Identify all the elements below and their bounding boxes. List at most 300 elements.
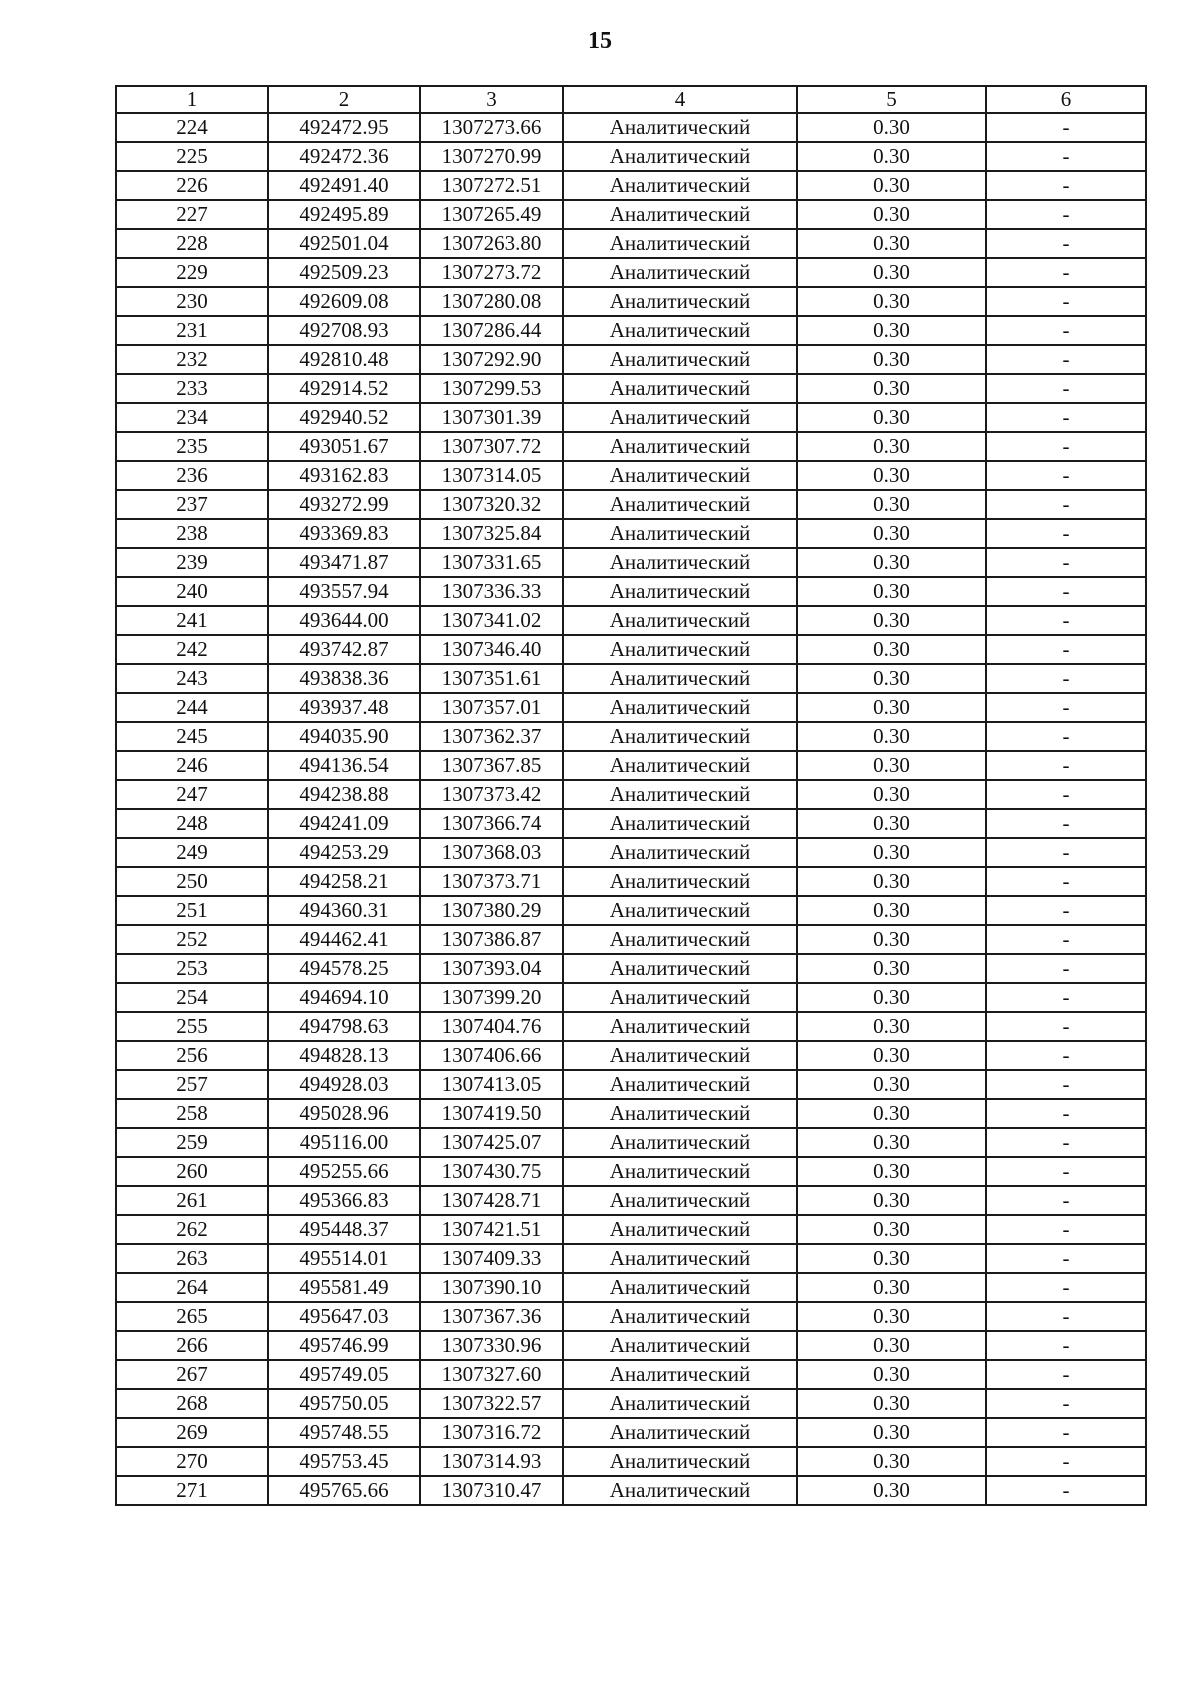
table-cell-col-2: 492810.48 bbox=[268, 345, 420, 374]
table-cell-col-5: 0.30 bbox=[797, 925, 986, 954]
table-row bbox=[116, 867, 1146, 896]
table-cell-col-4: Аналитический bbox=[563, 577, 797, 606]
table-cell-col-6: - bbox=[986, 345, 1146, 374]
table-cell-col-3: 1307320.32 bbox=[420, 490, 563, 519]
table-cell-col-2: 492609.08 bbox=[268, 287, 420, 316]
table-cell-col-3: 1307430.75 bbox=[420, 1157, 563, 1186]
table-row bbox=[116, 1157, 1146, 1186]
table-cell-col-2: 494241.09 bbox=[268, 809, 420, 838]
table-cell-col-2: 494035.90 bbox=[268, 722, 420, 751]
table-cell-col-2: 494798.63 bbox=[268, 1012, 420, 1041]
table-cell-col-3: 1307366.74 bbox=[420, 809, 563, 838]
table-cell-col-5: 0.30 bbox=[797, 722, 986, 751]
table-cell-col-6: - bbox=[986, 780, 1146, 809]
table-cell-col-4: Аналитический bbox=[563, 722, 797, 751]
table-cell-col-1: 239 bbox=[116, 548, 268, 577]
table-cell-col-2: 494253.29 bbox=[268, 838, 420, 867]
table-cell-col-1: 249 bbox=[116, 838, 268, 867]
table-cell-col-4: Аналитический bbox=[563, 1215, 797, 1244]
table-cell-col-2: 495448.37 bbox=[268, 1215, 420, 1244]
table-cell-col-5: 0.30 bbox=[797, 287, 986, 316]
table-cell-col-6: - bbox=[986, 548, 1146, 577]
table-cell-col-3: 1307292.90 bbox=[420, 345, 563, 374]
table-cell-col-5: 0.30 bbox=[797, 113, 986, 142]
table-cell-col-5: 0.30 bbox=[797, 200, 986, 229]
table-cell-col-4: Аналитический bbox=[563, 809, 797, 838]
table-cell-col-2: 493937.48 bbox=[268, 693, 420, 722]
table-cell-col-4: Аналитический bbox=[563, 345, 797, 374]
table-cell-col-6: - bbox=[986, 1447, 1146, 1476]
table-cell-col-6: - bbox=[986, 1128, 1146, 1157]
table-cell-col-4: Аналитический bbox=[563, 519, 797, 548]
table-cell-col-5: 0.30 bbox=[797, 1331, 986, 1360]
table-row bbox=[116, 142, 1146, 171]
table-cell-col-1: 233 bbox=[116, 374, 268, 403]
table-cell-col-6: - bbox=[986, 287, 1146, 316]
table-cell-col-6: - bbox=[986, 432, 1146, 461]
table-cell-col-4: Аналитический bbox=[563, 142, 797, 171]
table-cell-col-3: 1307367.85 bbox=[420, 751, 563, 780]
table-cell-col-2: 494694.10 bbox=[268, 983, 420, 1012]
table-cell-col-4: Аналитический bbox=[563, 751, 797, 780]
table-cell-col-6: - bbox=[986, 722, 1146, 751]
table-cell-col-2: 493162.83 bbox=[268, 461, 420, 490]
table-cell-col-3: 1307386.87 bbox=[420, 925, 563, 954]
column-header-5: 5 bbox=[797, 86, 986, 113]
table-cell-col-1: 268 bbox=[116, 1389, 268, 1418]
table-cell-col-1: 247 bbox=[116, 780, 268, 809]
table-cell-col-5: 0.30 bbox=[797, 548, 986, 577]
table-cell-col-1: 241 bbox=[116, 606, 268, 635]
table-row bbox=[116, 490, 1146, 519]
table-cell-col-3: 1307393.04 bbox=[420, 954, 563, 983]
table-cell-col-2: 494828.13 bbox=[268, 1041, 420, 1070]
coordinates-table bbox=[115, 85, 1147, 1506]
table-cell-col-1: 240 bbox=[116, 577, 268, 606]
table-cell-col-1: 227 bbox=[116, 200, 268, 229]
table-cell-col-2: 494928.03 bbox=[268, 1070, 420, 1099]
table-cell-col-2: 494238.88 bbox=[268, 780, 420, 809]
table-cell-col-2: 495116.00 bbox=[268, 1128, 420, 1157]
table-cell-col-1: 266 bbox=[116, 1331, 268, 1360]
table-cell-col-6: - bbox=[986, 316, 1146, 345]
table-row bbox=[116, 1273, 1146, 1302]
table-row bbox=[116, 838, 1146, 867]
table-cell-col-3: 1307419.50 bbox=[420, 1099, 563, 1128]
table-cell-col-1: 226 bbox=[116, 171, 268, 200]
table-cell-col-5: 0.30 bbox=[797, 461, 986, 490]
table-cell-col-4: Аналитический bbox=[563, 229, 797, 258]
table-cell-col-6: - bbox=[986, 1273, 1146, 1302]
table-cell-col-6: - bbox=[986, 1157, 1146, 1186]
table-cell-col-6: - bbox=[986, 113, 1146, 142]
table-cell-col-5: 0.30 bbox=[797, 374, 986, 403]
table-cell-col-6: - bbox=[986, 142, 1146, 171]
table-row bbox=[116, 693, 1146, 722]
table-cell-col-5: 0.30 bbox=[797, 896, 986, 925]
table-cell-col-3: 1307428.71 bbox=[420, 1186, 563, 1215]
table-row bbox=[116, 606, 1146, 635]
table-cell-col-3: 1307336.33 bbox=[420, 577, 563, 606]
table-cell-col-4: Аналитический bbox=[563, 1041, 797, 1070]
table-cell-col-5: 0.30 bbox=[797, 1418, 986, 1447]
table-row bbox=[116, 1476, 1146, 1505]
table-cell-col-2: 492491.40 bbox=[268, 171, 420, 200]
table-cell-col-4: Аналитический bbox=[563, 461, 797, 490]
table-cell-col-2: 493272.99 bbox=[268, 490, 420, 519]
table-cell-col-3: 1307265.49 bbox=[420, 200, 563, 229]
table-cell-col-4: Аналитический bbox=[563, 171, 797, 200]
table-row bbox=[116, 925, 1146, 954]
table-cell-col-5: 0.30 bbox=[797, 1273, 986, 1302]
table-cell-col-1: 244 bbox=[116, 693, 268, 722]
table-cell-col-2: 495514.01 bbox=[268, 1244, 420, 1273]
table-row bbox=[116, 1186, 1146, 1215]
table-cell-col-4: Аналитический bbox=[563, 896, 797, 925]
table-cell-col-4: Аналитический bbox=[563, 983, 797, 1012]
table-row bbox=[116, 1447, 1146, 1476]
table-cell-col-2: 493369.83 bbox=[268, 519, 420, 548]
table-cell-col-5: 0.30 bbox=[797, 1157, 986, 1186]
table-row bbox=[116, 519, 1146, 548]
table-cell-col-6: - bbox=[986, 1360, 1146, 1389]
table-cell-col-5: 0.30 bbox=[797, 780, 986, 809]
table-row bbox=[116, 200, 1146, 229]
table-row bbox=[116, 809, 1146, 838]
table-cell-col-1: 228 bbox=[116, 229, 268, 258]
table-cell-col-4: Аналитический bbox=[563, 1302, 797, 1331]
table-cell-col-2: 493557.94 bbox=[268, 577, 420, 606]
table-cell-col-4: Аналитический bbox=[563, 1418, 797, 1447]
table-cell-col-1: 258 bbox=[116, 1099, 268, 1128]
table-cell-col-3: 1307310.47 bbox=[420, 1476, 563, 1505]
table-cell-col-6: - bbox=[986, 925, 1146, 954]
table-cell-col-3: 1307373.42 bbox=[420, 780, 563, 809]
table-cell-col-1: 271 bbox=[116, 1476, 268, 1505]
table-cell-col-6: - bbox=[986, 635, 1146, 664]
table-cell-col-4: Аналитический bbox=[563, 490, 797, 519]
table-cell-col-1: 245 bbox=[116, 722, 268, 751]
table-cell-col-5: 0.30 bbox=[797, 1041, 986, 1070]
table-cell-col-1: 265 bbox=[116, 1302, 268, 1331]
table-cell-col-1: 263 bbox=[116, 1244, 268, 1273]
table-cell-col-5: 0.30 bbox=[797, 693, 986, 722]
table-cell-col-6: - bbox=[986, 954, 1146, 983]
table-cell-col-5: 0.30 bbox=[797, 316, 986, 345]
table-cell-col-6: - bbox=[986, 461, 1146, 490]
table-cell-col-6: - bbox=[986, 1418, 1146, 1447]
table-row bbox=[116, 1360, 1146, 1389]
table-cell-col-6: - bbox=[986, 1389, 1146, 1418]
table-cell-col-4: Аналитический bbox=[563, 925, 797, 954]
table-cell-col-1: 257 bbox=[116, 1070, 268, 1099]
table-cell-col-1: 254 bbox=[116, 983, 268, 1012]
table-cell-col-6: - bbox=[986, 490, 1146, 519]
table-cell-col-1: 231 bbox=[116, 316, 268, 345]
table-cell-col-6: - bbox=[986, 896, 1146, 925]
table-cell-col-6: - bbox=[986, 664, 1146, 693]
table-cell-col-1: 261 bbox=[116, 1186, 268, 1215]
table-row bbox=[116, 1418, 1146, 1447]
table-cell-col-3: 1307327.60 bbox=[420, 1360, 563, 1389]
table-cell-col-1: 243 bbox=[116, 664, 268, 693]
table-cell-col-1: 256 bbox=[116, 1041, 268, 1070]
table-cell-col-2: 492501.04 bbox=[268, 229, 420, 258]
table-cell-col-6: - bbox=[986, 751, 1146, 780]
table-cell-col-1: 238 bbox=[116, 519, 268, 548]
table-row bbox=[116, 229, 1146, 258]
table-cell-col-1: 269 bbox=[116, 1418, 268, 1447]
table-cell-col-2: 492914.52 bbox=[268, 374, 420, 403]
table-cell-col-3: 1307316.72 bbox=[420, 1418, 563, 1447]
table-cell-col-2: 494578.25 bbox=[268, 954, 420, 983]
table-cell-col-2: 494462.41 bbox=[268, 925, 420, 954]
column-header-1: 1 bbox=[116, 86, 268, 113]
table-cell-col-6: - bbox=[986, 809, 1146, 838]
table-cell-col-2: 493742.87 bbox=[268, 635, 420, 664]
table-cell-col-1: 232 bbox=[116, 345, 268, 374]
table-cell-col-3: 1307406.66 bbox=[420, 1041, 563, 1070]
table-row bbox=[116, 374, 1146, 403]
table-cell-col-6: - bbox=[986, 983, 1146, 1012]
table-cell-col-5: 0.30 bbox=[797, 229, 986, 258]
table-cell-col-2: 493644.00 bbox=[268, 606, 420, 635]
column-header-3: 3 bbox=[420, 86, 563, 113]
page-number: 15 bbox=[588, 28, 612, 54]
table-cell-col-1: 267 bbox=[116, 1360, 268, 1389]
table-cell-col-5: 0.30 bbox=[797, 838, 986, 867]
table-cell-col-1: 236 bbox=[116, 461, 268, 490]
table-cell-col-4: Аналитический bbox=[563, 606, 797, 635]
table-cell-col-1: 234 bbox=[116, 403, 268, 432]
table-cell-col-6: - bbox=[986, 374, 1146, 403]
table-cell-col-5: 0.30 bbox=[797, 1447, 986, 1476]
table-cell-col-5: 0.30 bbox=[797, 403, 986, 432]
table-cell-col-3: 1307286.44 bbox=[420, 316, 563, 345]
table-cell-col-4: Аналитический bbox=[563, 693, 797, 722]
table-cell-col-5: 0.30 bbox=[797, 1476, 986, 1505]
table-cell-col-6: - bbox=[986, 171, 1146, 200]
column-header-6: 6 bbox=[986, 86, 1146, 113]
table-cell-col-1: 264 bbox=[116, 1273, 268, 1302]
table-cell-col-4: Аналитический bbox=[563, 113, 797, 142]
table-cell-col-5: 0.30 bbox=[797, 954, 986, 983]
table-cell-col-3: 1307413.05 bbox=[420, 1070, 563, 1099]
table-cell-col-3: 1307368.03 bbox=[420, 838, 563, 867]
table-row bbox=[116, 954, 1146, 983]
header-row bbox=[116, 86, 1146, 113]
table-cell-col-3: 1307330.96 bbox=[420, 1331, 563, 1360]
table-cell-col-5: 0.30 bbox=[797, 577, 986, 606]
table-cell-col-2: 495028.96 bbox=[268, 1099, 420, 1128]
table-cell-col-3: 1307421.51 bbox=[420, 1215, 563, 1244]
table-cell-col-4: Аналитический bbox=[563, 1128, 797, 1157]
table-cell-col-1: 250 bbox=[116, 867, 268, 896]
table-row bbox=[116, 1244, 1146, 1273]
table-cell-col-6: - bbox=[986, 838, 1146, 867]
table-cell-col-2: 495581.49 bbox=[268, 1273, 420, 1302]
table-cell-col-5: 0.30 bbox=[797, 519, 986, 548]
table-cell-col-2: 495255.66 bbox=[268, 1157, 420, 1186]
table-cell-col-3: 1307425.07 bbox=[420, 1128, 563, 1157]
table-cell-col-1: 230 bbox=[116, 287, 268, 316]
table-cell-col-4: Аналитический bbox=[563, 780, 797, 809]
table-cell-col-3: 1307404.76 bbox=[420, 1012, 563, 1041]
table-cell-col-5: 0.30 bbox=[797, 1070, 986, 1099]
table-cell-col-3: 1307362.37 bbox=[420, 722, 563, 751]
table-cell-col-6: - bbox=[986, 258, 1146, 287]
table-cell-col-1: 259 bbox=[116, 1128, 268, 1157]
table-cell-col-4: Аналитический bbox=[563, 1012, 797, 1041]
table-row bbox=[116, 577, 1146, 606]
table-row bbox=[116, 316, 1146, 345]
table-cell-col-4: Аналитический bbox=[563, 200, 797, 229]
table-row bbox=[116, 635, 1146, 664]
table-cell-col-5: 0.30 bbox=[797, 809, 986, 838]
table-cell-col-1: 225 bbox=[116, 142, 268, 171]
table-cell-col-2: 494136.54 bbox=[268, 751, 420, 780]
table-cell-col-2: 495750.05 bbox=[268, 1389, 420, 1418]
table-cell-col-6: - bbox=[986, 519, 1146, 548]
table-cell-col-6: - bbox=[986, 577, 1146, 606]
table-cell-col-4: Аналитический bbox=[563, 635, 797, 664]
table-cell-col-1: 270 bbox=[116, 1447, 268, 1476]
table-cell-col-2: 495748.55 bbox=[268, 1418, 420, 1447]
table-cell-col-2: 493051.67 bbox=[268, 432, 420, 461]
table-cell-col-4: Аналитический bbox=[563, 287, 797, 316]
table-header bbox=[116, 86, 1146, 113]
table-cell-col-4: Аналитический bbox=[563, 664, 797, 693]
table-cell-col-2: 492472.36 bbox=[268, 142, 420, 171]
table-cell-col-3: 1307273.72 bbox=[420, 258, 563, 287]
table-cell-col-5: 0.30 bbox=[797, 490, 986, 519]
table-cell-col-2: 493471.87 bbox=[268, 548, 420, 577]
table-cell-col-6: - bbox=[986, 1244, 1146, 1273]
table-cell-col-4: Аналитический bbox=[563, 867, 797, 896]
table-cell-col-2: 492509.23 bbox=[268, 258, 420, 287]
table-cell-col-1: 237 bbox=[116, 490, 268, 519]
table-cell-col-3: 1307409.33 bbox=[420, 1244, 563, 1273]
table-cell-col-4: Аналитический bbox=[563, 954, 797, 983]
table-cell-col-3: 1307380.29 bbox=[420, 896, 563, 925]
table-cell-col-2: 492472.95 bbox=[268, 113, 420, 142]
table-row bbox=[116, 1099, 1146, 1128]
table-cell-col-3: 1307357.01 bbox=[420, 693, 563, 722]
table-cell-col-1: 253 bbox=[116, 954, 268, 983]
table-row bbox=[116, 171, 1146, 200]
table-cell-col-2: 495753.45 bbox=[268, 1447, 420, 1476]
table-cell-col-2: 494258.21 bbox=[268, 867, 420, 896]
table-row bbox=[116, 1012, 1146, 1041]
table-cell-col-6: - bbox=[986, 867, 1146, 896]
table-cell-col-2: 492940.52 bbox=[268, 403, 420, 432]
table-row bbox=[116, 722, 1146, 751]
table-cell-col-4: Аналитический bbox=[563, 548, 797, 577]
table-row bbox=[116, 1302, 1146, 1331]
table-cell-col-1: 260 bbox=[116, 1157, 268, 1186]
table-cell-col-5: 0.30 bbox=[797, 432, 986, 461]
table-cell-col-4: Аналитический bbox=[563, 1186, 797, 1215]
table-cell-col-3: 1307373.71 bbox=[420, 867, 563, 896]
table-cell-col-4: Аналитический bbox=[563, 1331, 797, 1360]
table-cell-col-5: 0.30 bbox=[797, 1389, 986, 1418]
table-cell-col-2: 495366.83 bbox=[268, 1186, 420, 1215]
table-cell-col-3: 1307263.80 bbox=[420, 229, 563, 258]
table-cell-col-4: Аналитический bbox=[563, 1389, 797, 1418]
table-cell-col-4: Аналитический bbox=[563, 1476, 797, 1505]
table-row bbox=[116, 345, 1146, 374]
table-row bbox=[116, 113, 1146, 142]
table-row bbox=[116, 432, 1146, 461]
table-cell-col-4: Аналитический bbox=[563, 1447, 797, 1476]
table-cell-col-3: 1307314.05 bbox=[420, 461, 563, 490]
table-cell-col-1: 255 bbox=[116, 1012, 268, 1041]
table-cell-col-5: 0.30 bbox=[797, 635, 986, 664]
table-cell-col-5: 0.30 bbox=[797, 1215, 986, 1244]
table-cell-col-2: 493838.36 bbox=[268, 664, 420, 693]
table-cell-col-6: - bbox=[986, 1331, 1146, 1360]
table-cell-col-3: 1307273.66 bbox=[420, 113, 563, 142]
table-cell-col-5: 0.30 bbox=[797, 1302, 986, 1331]
table-row bbox=[116, 548, 1146, 577]
table-row bbox=[116, 1070, 1146, 1099]
table-cell-col-5: 0.30 bbox=[797, 1099, 986, 1128]
table-cell-col-6: - bbox=[986, 1041, 1146, 1070]
table-cell-col-5: 0.30 bbox=[797, 606, 986, 635]
table-row bbox=[116, 461, 1146, 490]
table-cell-col-5: 0.30 bbox=[797, 867, 986, 896]
table-cell-col-3: 1307399.20 bbox=[420, 983, 563, 1012]
table-cell-col-4: Аналитический bbox=[563, 838, 797, 867]
table-cell-col-6: - bbox=[986, 403, 1146, 432]
table-cell-col-6: - bbox=[986, 1012, 1146, 1041]
table-cell-col-2: 495765.66 bbox=[268, 1476, 420, 1505]
table-cell-col-4: Аналитический bbox=[563, 1244, 797, 1273]
table-cell-col-3: 1307367.36 bbox=[420, 1302, 563, 1331]
table-cell-col-4: Аналитический bbox=[563, 1070, 797, 1099]
table-cell-col-3: 1307280.08 bbox=[420, 287, 563, 316]
table-cell-col-5: 0.30 bbox=[797, 1012, 986, 1041]
table-row bbox=[116, 983, 1146, 1012]
table-cell-col-3: 1307307.72 bbox=[420, 432, 563, 461]
column-header-4: 4 bbox=[563, 86, 797, 113]
table-cell-col-1: 224 bbox=[116, 113, 268, 142]
table-cell-col-5: 0.30 bbox=[797, 1186, 986, 1215]
table-cell-col-1: 235 bbox=[116, 432, 268, 461]
table-cell-col-3: 1307346.40 bbox=[420, 635, 563, 664]
table-row bbox=[116, 1041, 1146, 1070]
table-cell-col-3: 1307325.84 bbox=[420, 519, 563, 548]
table-row bbox=[116, 403, 1146, 432]
table-cell-col-5: 0.30 bbox=[797, 1244, 986, 1273]
table-cell-col-1: 242 bbox=[116, 635, 268, 664]
table-cell-col-2: 492495.89 bbox=[268, 200, 420, 229]
table-row bbox=[116, 1331, 1146, 1360]
table-cell-col-6: - bbox=[986, 606, 1146, 635]
table-cell-col-3: 1307299.53 bbox=[420, 374, 563, 403]
table-row bbox=[116, 287, 1146, 316]
table-cell-col-5: 0.30 bbox=[797, 171, 986, 200]
table-cell-col-4: Аналитический bbox=[563, 1273, 797, 1302]
table-cell-col-6: - bbox=[986, 200, 1146, 229]
table-cell-col-6: - bbox=[986, 1215, 1146, 1244]
table-cell-col-6: - bbox=[986, 1302, 1146, 1331]
table-cell-col-3: 1307351.61 bbox=[420, 664, 563, 693]
table-cell-col-3: 1307341.02 bbox=[420, 606, 563, 635]
table-cell-col-3: 1307314.93 bbox=[420, 1447, 563, 1476]
table-cell-col-4: Аналитический bbox=[563, 1157, 797, 1186]
table-cell-col-6: - bbox=[986, 693, 1146, 722]
